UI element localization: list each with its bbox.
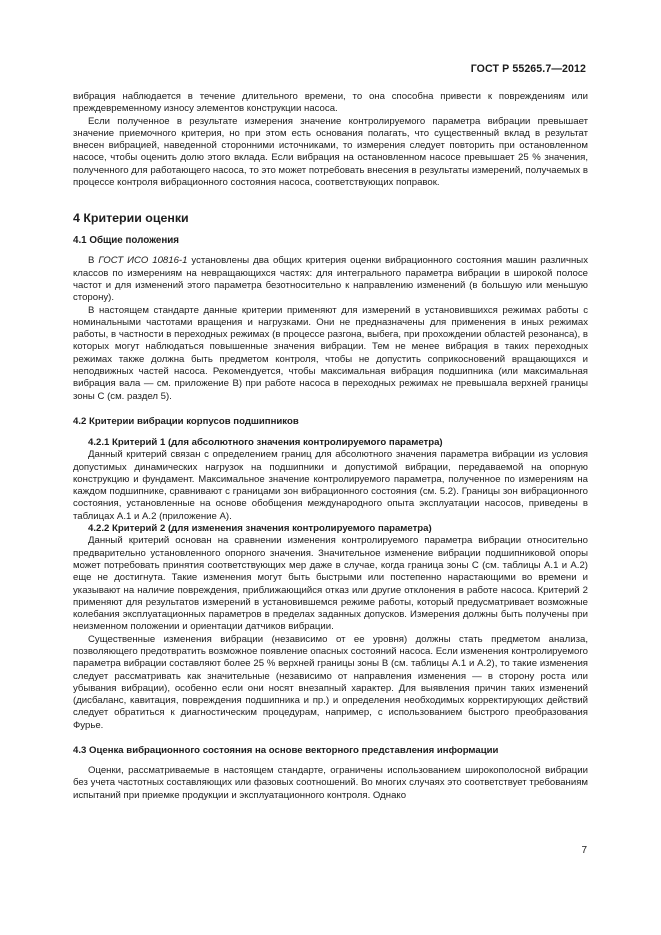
page-number: 7 <box>581 845 587 856</box>
section-4-2-2-heading: 4.2.2 Критерий 2 (для изменения значения контролируемого параметра) <box>88 523 432 535</box>
section-4-1-heading: 4.1 Общие положения <box>73 235 180 247</box>
section-4-2-1-paragraph-1: Данный критерий связан с определением границ для абсолютного значения параметра вибрации из условия допустимых динамических нагрузок на подшипники и допустимой вибрации, передаваемой на опорную конструкцию и фундамент. Максимальное значение контролируемого параметра, полученное по измерениям на каждом подшипнике, сравнивают с границами зон вибрационного состояния (см. 5.2). Границы зон вибрационного состояния, установленные на основе обобщения международного опыта эксплуатации насосов, приведены в таблицах А.1 и А.2 (приложение А). <box>73 449 588 522</box>
document-header: ГОСТ Р 55265.7—2012 <box>470 63 586 75</box>
document-body <box>73 91 588 802</box>
intro-paragraph-2: Если полученное в результате измерения значение контролируемого параметра вибрации превышает значение приемочного критерия, но при этом есть основания полагать, что существенный вклад в результат внесен вибрацией, наведенной сторонними источниками, то измерения следует повторить при остановленном насосе, чтобы оценить долю этого вклада. Если вибрация на остановленном насосе превышает 25 % значения, полученного для работающего насоса, то это может потребовать внесения в результаты измерений, получаемых в процессе контроля вибрационного состояния насоса, соответствующих поправок. <box>73 115 588 189</box>
paragraph-text: установлены два общих критерия оценки вибрационного состояния машин различных классов по измерениям на невращающихся частях: для интегрального параметра вибрации в широкой полосе частот и для изменений этого параметра безотносительно к направлению изменений (в большую или меньшую сторону). <box>73 255 588 304</box>
section-4-3-heading: 4.3 Оценка вибрационного состояния на основе векторного представления информации <box>73 745 499 757</box>
section-4-1-paragraph-2: В настоящем стандарте данные критерии применяют для измерений в установившихся режимах работы с номинальными частотами вращения и нагрузками. Они не предназначены для применения в иных режимах работы, в частности в переходных режимах (в процессе разгона, выбега, при прохождении областей резонанса), в которых могут наблюдаться повышенные значения вибрации. Тем не менее вибрация в таких переходных режимах также должна быть предметом контроля, чтобы не допустить соприкосновений вращающихся и неподвижных частей насоса. Рекомендуется, чтобы максимальная вибрация подшипника (или максимальная вибрация вала — см. приложение В) при работе насоса в переходных режимах не превышала верхней границы зоны С (см. раздел 5). <box>73 304 588 402</box>
intro-paragraph-1: вибрация наблюдается в течение длительного времени, то она способна привести к повреждениям или преждевременному износу элементов конструкции насоса. <box>73 91 588 115</box>
section-4-2-heading: 4.2 Критерии вибрации корпусов подшипников <box>73 415 299 427</box>
section-4-3-paragraph-1: Оценки, рассматриваемые в настоящем стандарте, ограничены использованием широкополосной вибрации без учета частотных составляющих или фазовых соотношений. Во многих случаях это соответствует требованиям испытаний при приемке продукции и эксплуатационного контроля. Однако <box>73 765 588 801</box>
section-4-heading: 4 Критерии оценки <box>73 211 189 226</box>
section-4-2-1-heading: 4.2.1 Критерий 1 (для абсолютного значения контролируемого параметра) <box>88 436 443 448</box>
section-4-2-2-paragraph-1: Данный критерий основан на сравнении изменения контролируемого параметра вибрации относительно предварительно установленного опорного значения. Значительное изменение вибрации подшипниковой опоры может потребовать принятия соответствующих мер даже в случае, когда граница зоны С (см. таблицы А.1 и А.2) еще не достигнута. Такие изменения могут быть быстрыми или постепенно нарастающими во времени и указывают на наличие повреждения, приближающийся отказ или другие отклонения в работе насоса. Критерий 2 применяют для результатов измерений в установившемся режиме работы, который предусматривает возможные колебания эксплуатационных параметров в пределах заданных допусков. Измерения должны быть получены при неизменном положении и ориентации датчиков вибрации. <box>73 535 588 633</box>
section-4-2-2-paragraph-2: Существенные изменения вибрации (независимо от ее уровня) должны стать предметом анализа, позволяющего предотвратить возможное появление опасных состояний насоса. Если изменения контролируемого параметра вибрации составляют более 25 % верхней границы зоны В (см. таблицы А.1 и А.2), то такие изменения следует рассматривать как значительные (независимо от направления изменения — в сторону роста или убывания вибрации), особенно если они носят внезапный характер. Для выявления причин таких изменений (дисбаланс, кавитация, повреждения подшипника и пр.) и определения необходимых корректирующих действий следует обратиться к диагностическим процедурам, например, с использованием быстрого преобразования Фурье. <box>73 633 588 731</box>
standard-reference: ГОСТ ИСО 10816-1 <box>98 255 188 267</box>
section-4-1-paragraph-1 <box>73 255 588 304</box>
paragraph-text: В <box>88 255 99 267</box>
